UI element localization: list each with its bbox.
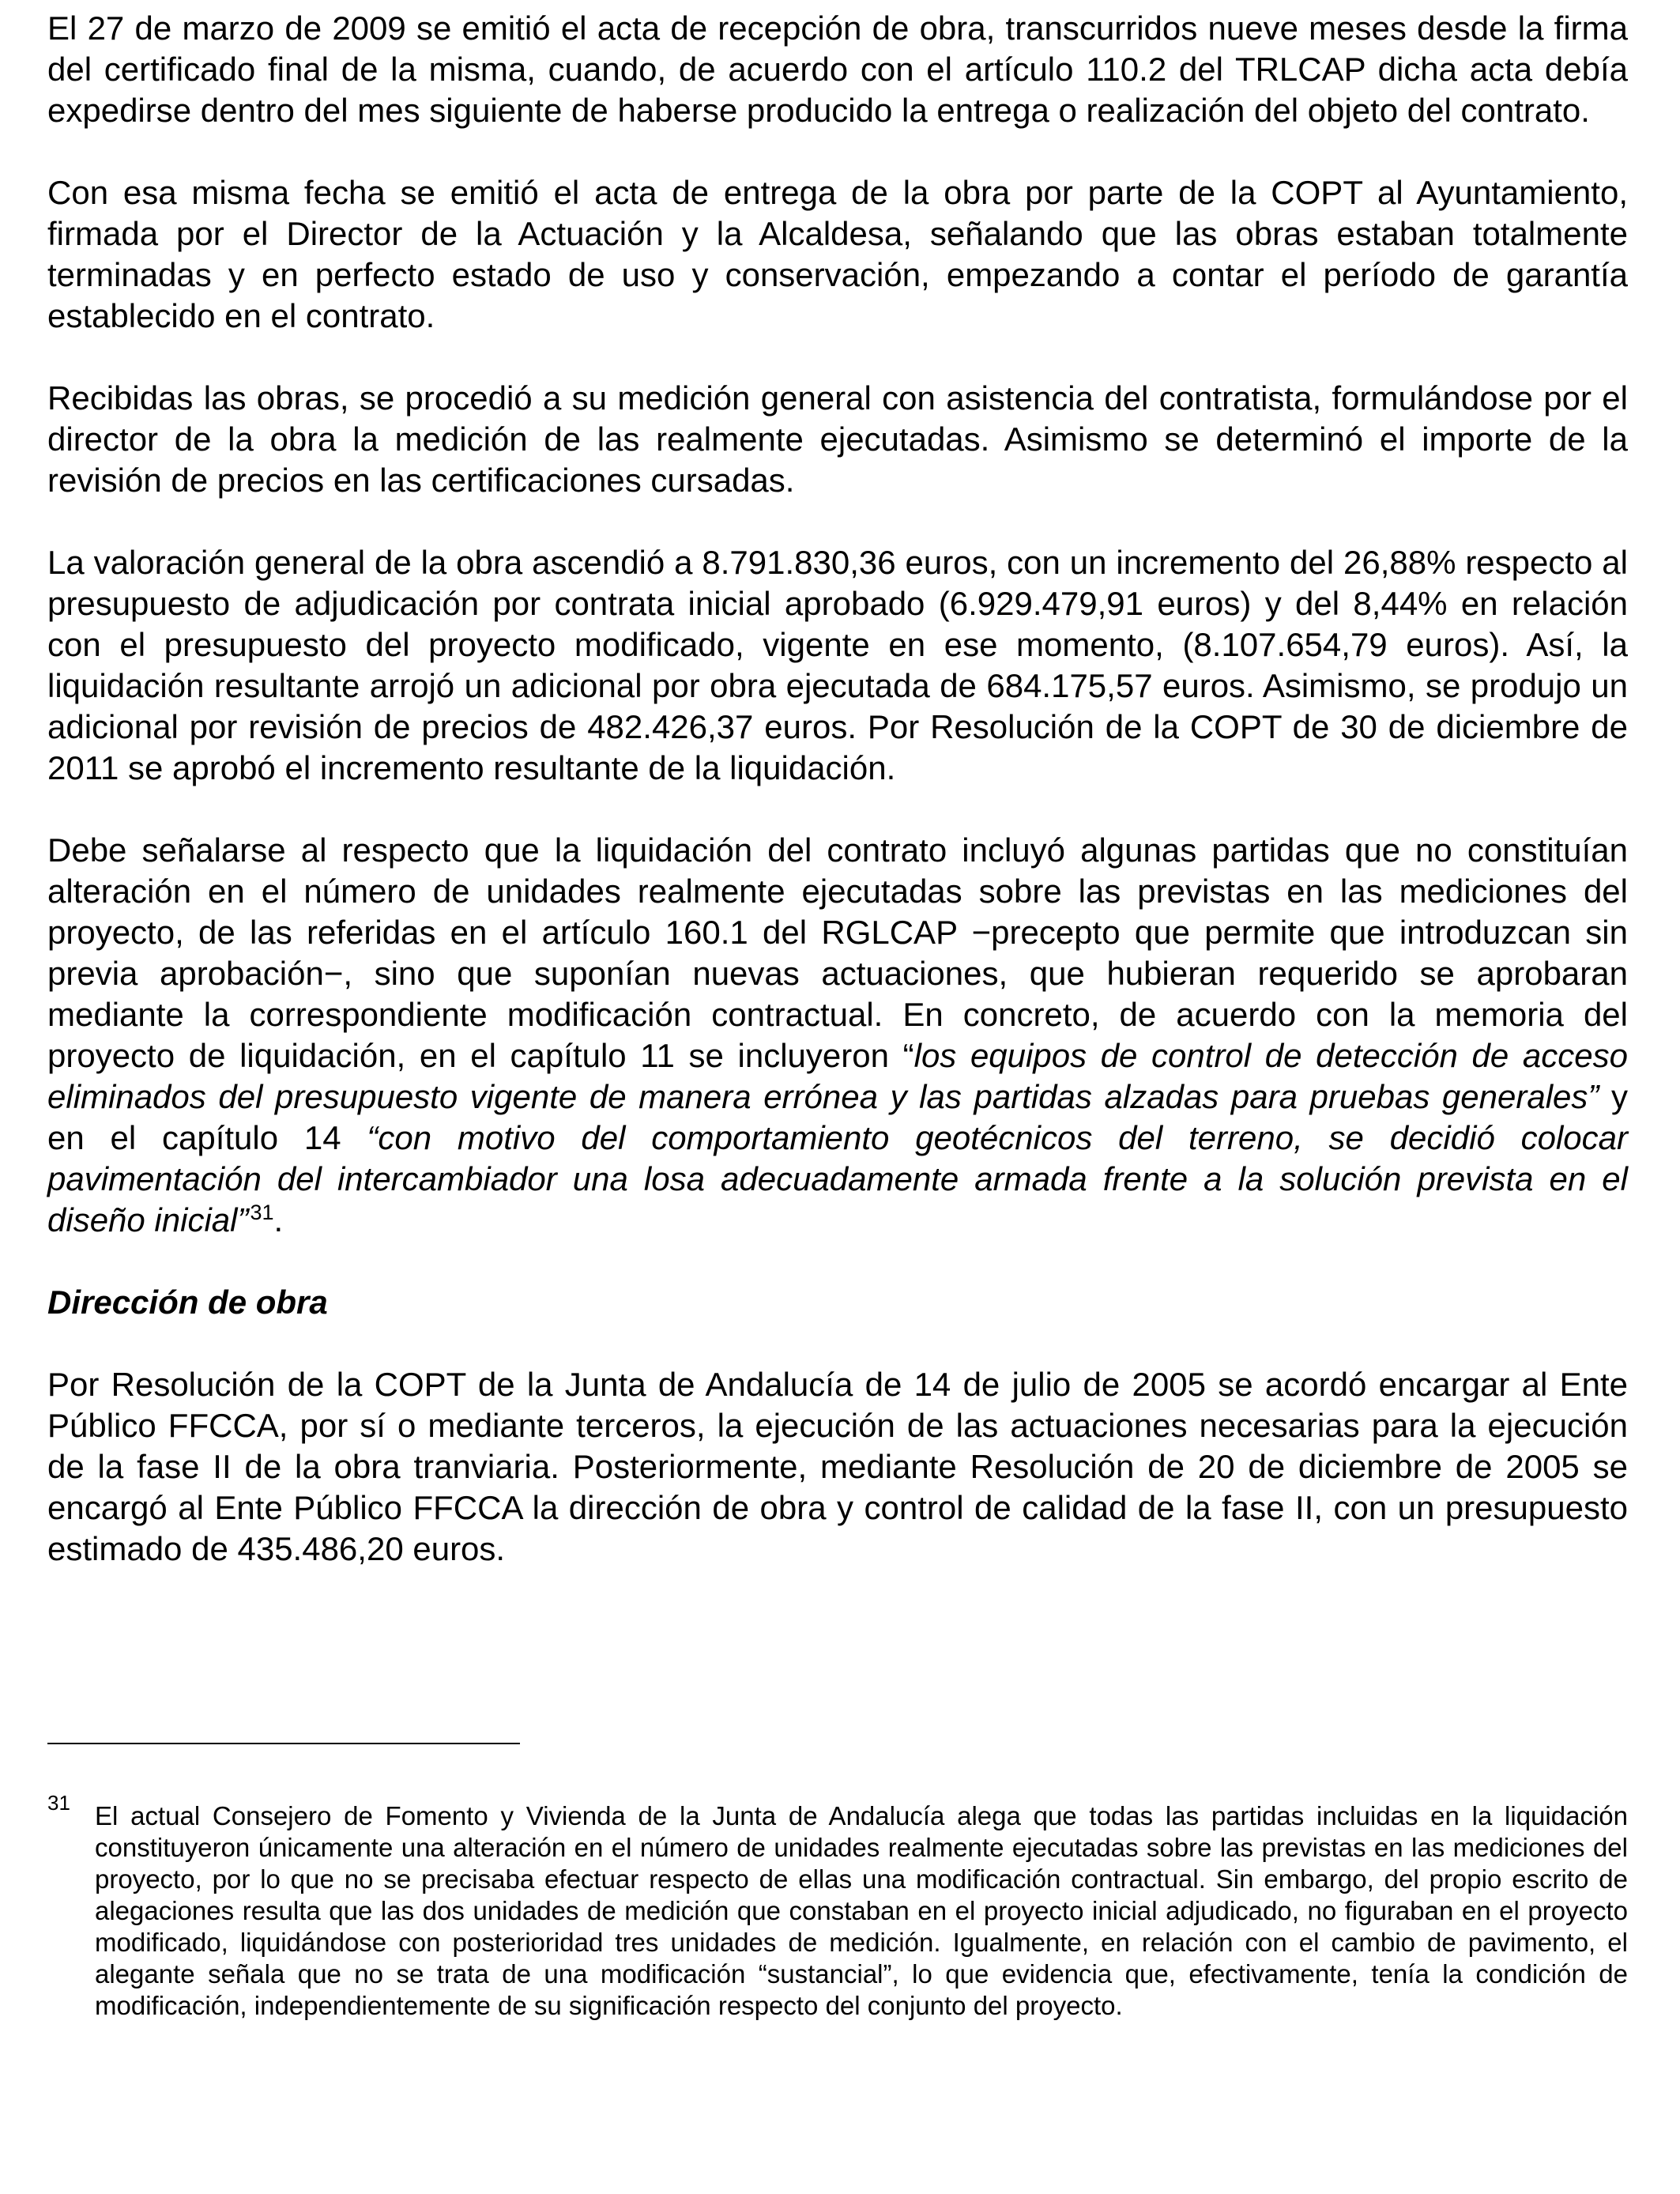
quote-pavimentacion: “con motivo del comportamiento geotécnicos del terreno, se decidió colocar pavimentación del intercambiador una losa adecuadamente armada frente a la solución prevista en el diseño inicial” xyxy=(47,1119,1628,1238)
paragraph-liquidacion-connector: y en el capítulo 14 xyxy=(47,1078,1628,1156)
footnote-reference[interactable]: 31 xyxy=(250,1201,274,1224)
footnote-text: El actual Consejero de Fomento y Vivienda de la Junta de Andalucía alega que todas las partidas incluidas en la liquidación constituyeron únicamente una alteración en el número de unidades realmente ejecutadas sobre las previstas en las mediciones del proyecto, por lo que no se precisaba efectuar respecto de ellas una modificación contractual. Sin embargo, del propio escrito de alegaciones resulta que las dos unidades de medición que constaban en el proyecto inicial adjudicado, no figuraban en el proyecto modificado, liquidándose con posterioridad tres unidades de medición. Igualmente, en relación con el cambio de pavimento, el alegante señala que no se trata de una modificación “sustancial”, lo que evidencia que, efectivamente, tenía la condición de modificación, independientemente de su significación respecto del conjunto del proyecto. xyxy=(95,1801,1628,2020)
paragraph-liquidacion-partidas xyxy=(47,830,1628,1241)
paragraph-acta-recepcion: El 27 de marzo de 2009 se emitió el acta de recepción de obra, transcurridos nueve meses desde la firma del certificado final de la misma, cuando, de acuerdo con el artículo 110.2 del TRLCAP dicha acta debía expedirse dentro del mes siguiente de haberse producido la entrega o realización del objeto del contrato. xyxy=(47,9,1628,129)
footnote xyxy=(47,1791,1628,2022)
footnote-separator xyxy=(47,1743,520,1744)
quote-equipos-control: los equipos de control de detección de acceso eliminados del presupuesto vigente de manera errónea y las partidas alzadas para pruebas generales” xyxy=(47,1037,1628,1115)
paragraph-liquidacion-text: Debe señalarse al respecto que la liquidación del contrato incluyó algunas partidas que no constituían alteración en el número de unidades realmente ejecutadas sobre las previstas en las mediciones del proyecto, de las referidas en el artículo 160.1 del RGLCAP −precepto que permite que introduzcan sin previa aprobación−, sino que suponían nuevas actuaciones, que hubieran requerido se aprobaran mediante la correspondiente modificación contractual. En concreto, de acuerdo con la memoria del proyecto de liquidación, en el capítulo 11 se incluyeron “ xyxy=(47,831,1628,1074)
footnote-number: 31 xyxy=(47,1791,70,1815)
section-heading-direccion-obra: Dirección de obra xyxy=(47,1284,328,1321)
document-page xyxy=(47,8,1628,1611)
paragraph-valoracion-general: La valoración general de la obra ascendió a 8.791.830,36 euros, con un incremento del 26,88% respecto al presupuesto de adjudicación por contrata inicial aprobado (6.929.479,91 euros) y del 8,44% en relación con el presupuesto del proyecto modificado, vigente en ese momento, (8.107.654,79 euros). Así, la liquidación resultante arrojó un adicional por obra ejecutada de 684.175,57 euros. Asimismo, se produjo un adicional por revisión de precios de 482.426,37 euros. Por Resolución de la COPT de 30 de diciembre de 2011 se aprobó el incremento resultante de la liquidación. xyxy=(47,544,1628,786)
paragraph-medicion-general: Recibidas las obras, se procedió a su medición general con asistencia del contratista, formulándose por el director de la obra la medición de las realmente ejecutadas. Asimismo se determinó el importe de la revisión de precios en las certificaciones cursadas. xyxy=(47,379,1628,499)
paragraph-acta-entrega: Con esa misma fecha se emitió el acta de entrega de la obra por parte de la COPT al Ayuntamiento, firmada por el Director de la Actuación y la Alcaldesa, señalando que las obras estaban totalmente terminadas y en perfecto estado de uso y conservación, empezando a contar el período de garantía establecido en el contrato. xyxy=(47,174,1628,334)
paragraph-liquidacion-end: . xyxy=(273,1201,284,1238)
paragraph-direccion-obra: Por Resolución de la COPT de la Junta de Andalucía de 14 de julio de 2005 se acordó encargar al Ente Público FFCCA, por sí o mediante terceros, la ejecución de las actuaciones necesarias para la ejecución de la fase II de la obra tranviaria. Posteriormente, mediante Resolución de 20 de diciembre de 2005 se encargó al Ente Público FFCCA la dirección de obra y control de calidad de la fase II, con un presupuesto estimado de 435.486,20 euros. xyxy=(47,1366,1628,1567)
